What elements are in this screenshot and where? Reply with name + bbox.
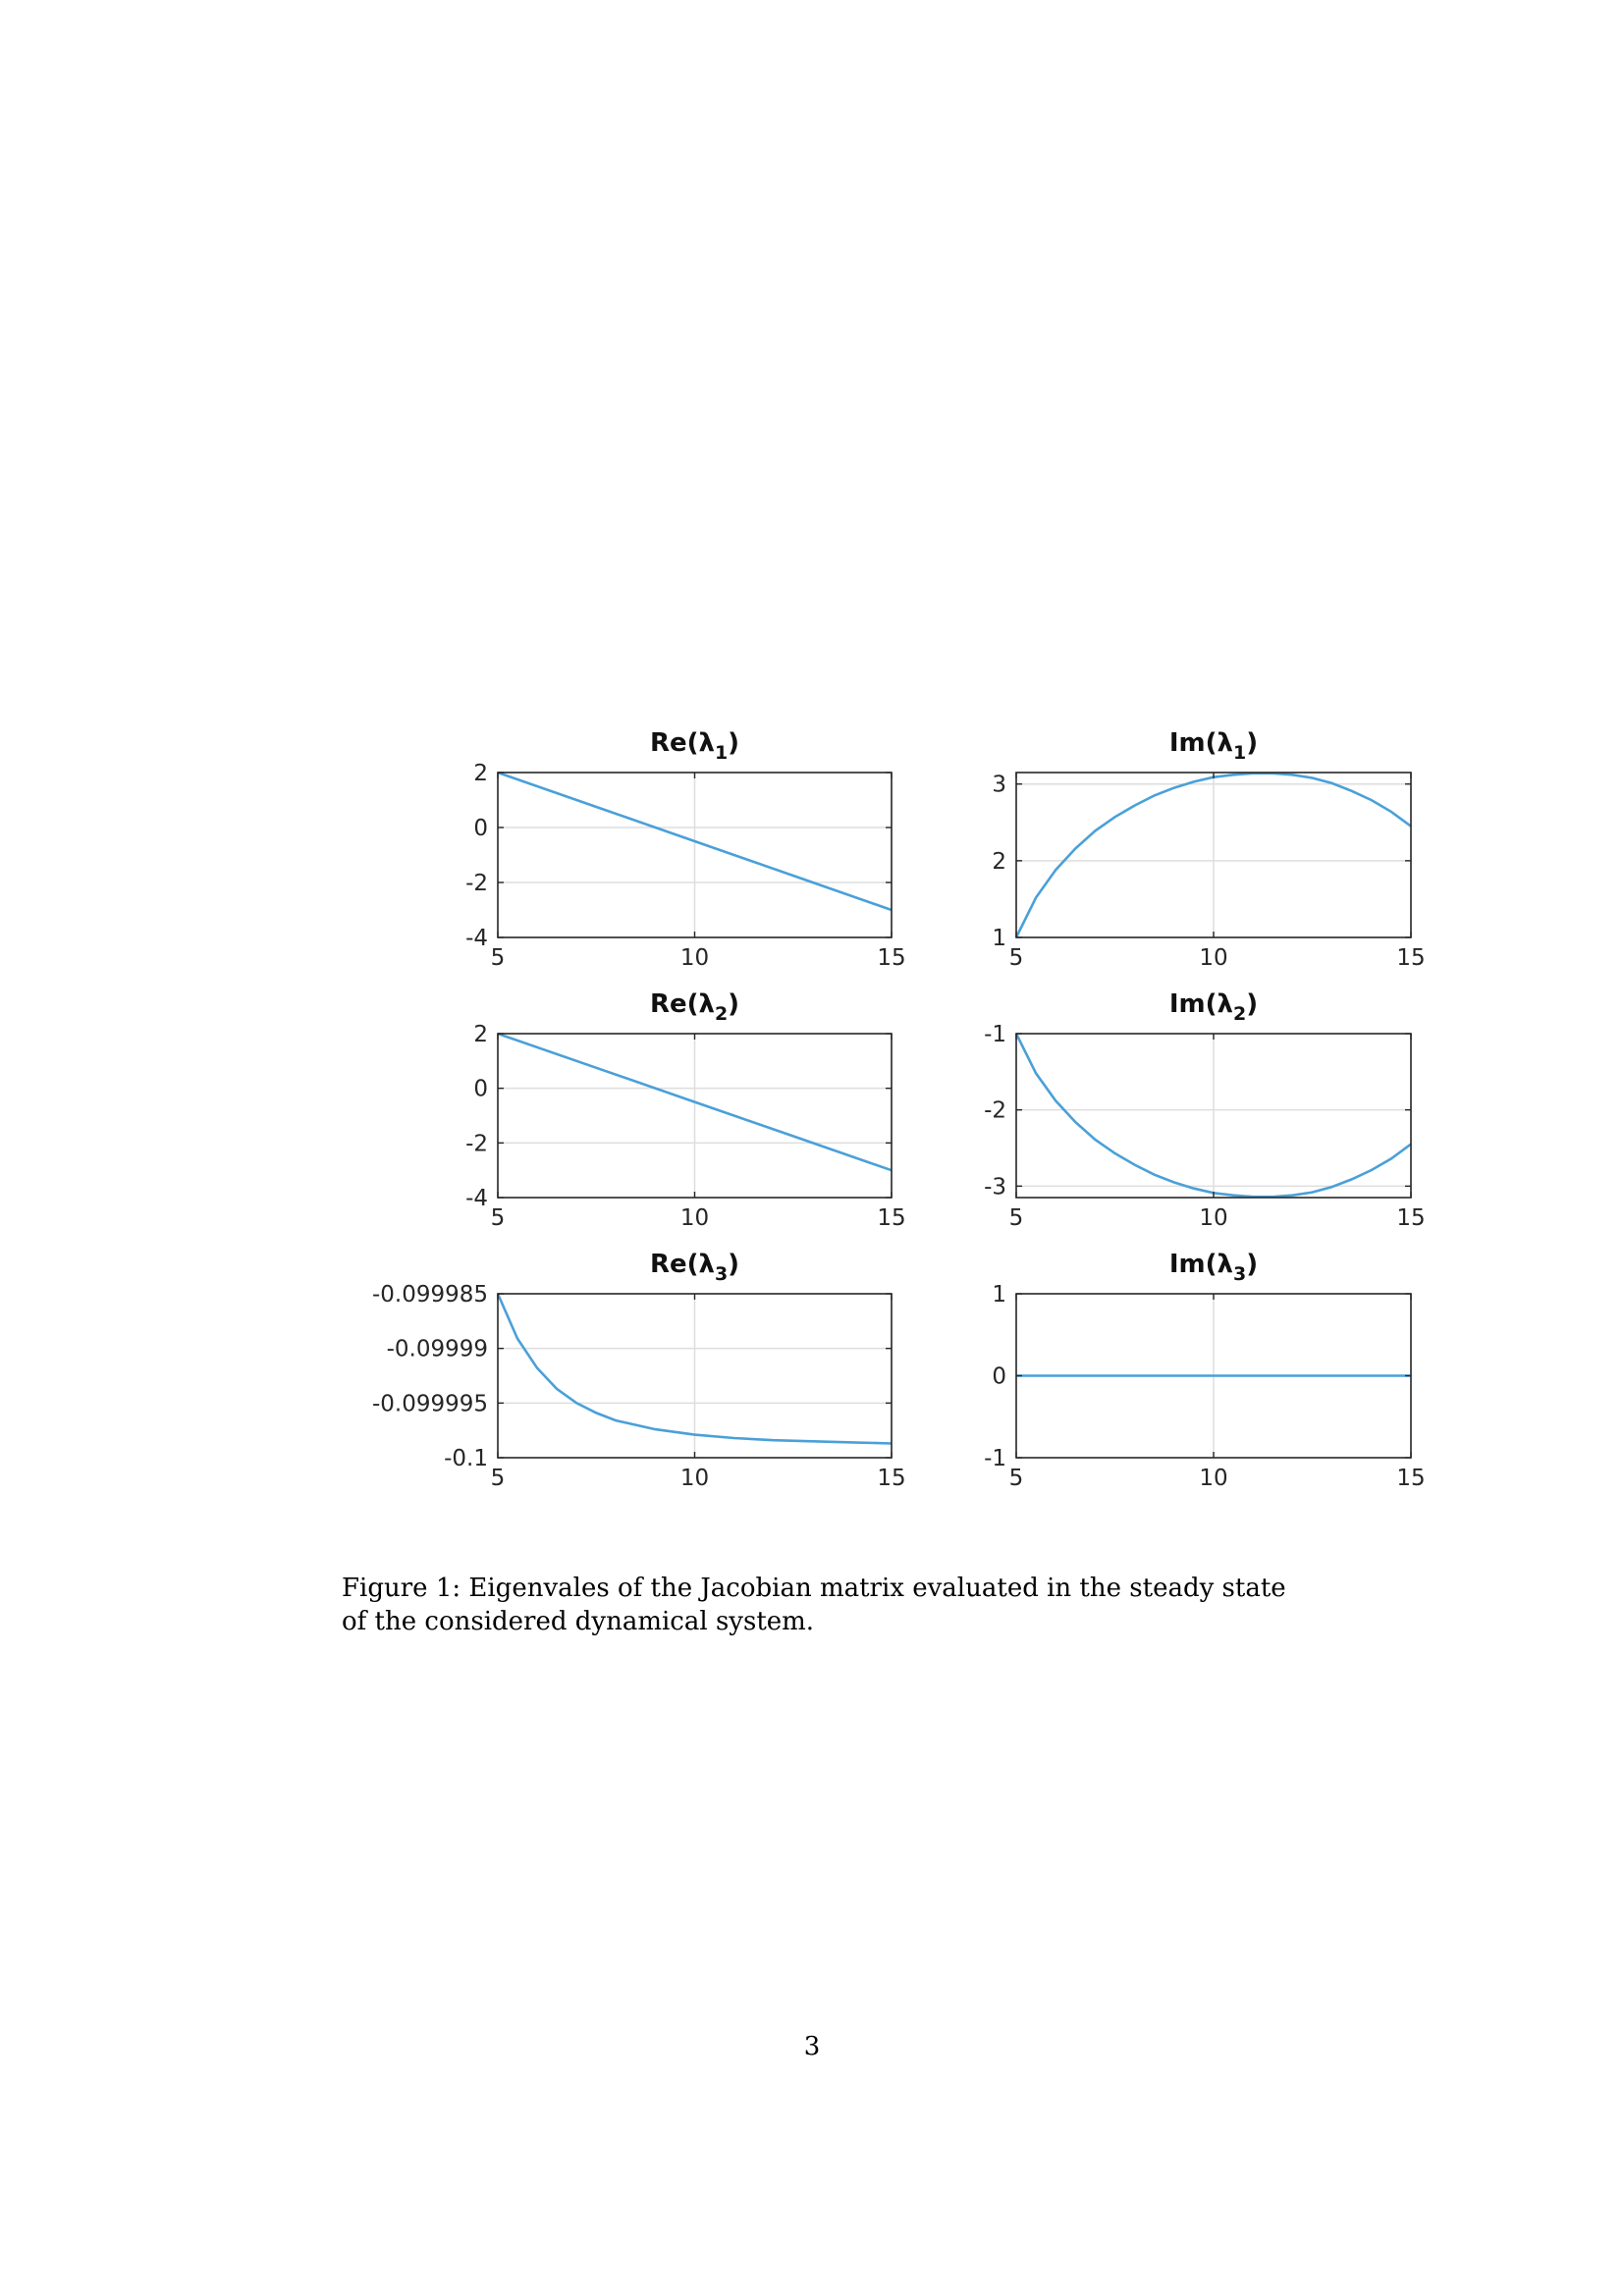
plot-4-ytick-label-1: -2 [984,1097,1006,1124]
plot-2-xtick-label-2: 15 [1396,945,1426,971]
plot-2-title: $Im(\lambda_1)$ [1168,728,1259,764]
plot-5-xtick-label-0: 5 [490,1466,506,1491]
plot-3-title: $Re(\lambda_2)$ [649,989,740,1025]
plot-2-ytick-label-1: 2 [992,848,1006,875]
plot-1-ytick-label-1: 0 [473,816,488,841]
plot-3-xtick-label-1: 10 [679,1205,710,1231]
plot-3-ytick-label-3: -4 [465,1186,488,1211]
plot-2-xtick-label-1: 10 [1199,945,1228,971]
plot-3-ytick-label-0: 2 [473,1022,488,1047]
plot-1-ytick-label-3: -4 [465,926,488,951]
plot-1-ytick-label-2: -2 [465,871,488,896]
plot-4-title: $Im(\lambda_2)$ [1168,989,1259,1025]
plot-5-xtick-label-2: 15 [877,1466,906,1491]
plot-6-ytick-label-0: 1 [992,1282,1006,1308]
plot-5-ytick-label-0: -0.099985 [371,1282,488,1308]
plot-6-ytick-label-2: -1 [984,1446,1006,1471]
plot-1-xtick-label-2: 15 [877,945,906,971]
plot-5-ytick-label-3: -0.1 [444,1446,488,1471]
plot-1-ytick-label-0: 2 [473,761,488,786]
plot-2-ytick-label-0: 3 [992,772,1006,798]
plot-5-ytick-label-1: -0.09999 [386,1336,488,1362]
plot-1-xtick-label-1: 10 [679,945,710,971]
plot-6-xtick-label-0: 5 [1008,1466,1024,1491]
plot-6-title: $Im(\lambda_3)$ [1168,1250,1259,1285]
plot-3-ytick-label-2: -2 [465,1131,488,1157]
plot-5-xtick-label-1: 10 [679,1466,710,1491]
plot-6-ytick-label-1: 0 [992,1363,1006,1390]
plot-3-xtick-label-0: 5 [490,1205,506,1231]
plot-4-xtick-label-0: 5 [1008,1205,1024,1231]
plot-4-ytick-label-2: -3 [984,1174,1006,1201]
plot-5-title: $Re(\lambda_3)$ [649,1250,740,1285]
plot-2-xtick-label-0: 5 [1008,945,1024,971]
plot-1-xtick-label-0: 5 [490,945,506,971]
plot-3-xtick-label-2: 15 [877,1205,906,1231]
page-number: 3 [803,2032,821,2061]
plot-3-ytick-label-1: 0 [473,1076,488,1102]
figure-caption: Figure 1: Eigenvales of the Jacobian matrix evaluated in the steady state of the considered dynamical system. [342,1574,1286,1636]
plot-1-title: $Re(\lambda_1)$ [649,728,740,764]
plot-2-ytick-label-2: 1 [992,926,1006,951]
plot-4-xtick-label-1: 10 [1199,1205,1228,1231]
plot-5-ytick-label-2: -0.099995 [371,1391,488,1417]
plot-6-xtick-label-2: 15 [1396,1466,1426,1491]
plot-6-xtick-label-1: 10 [1199,1466,1228,1491]
plot-4-ytick-label-0: -1 [984,1022,1006,1047]
plot-4-xtick-label-2: 15 [1396,1205,1426,1231]
